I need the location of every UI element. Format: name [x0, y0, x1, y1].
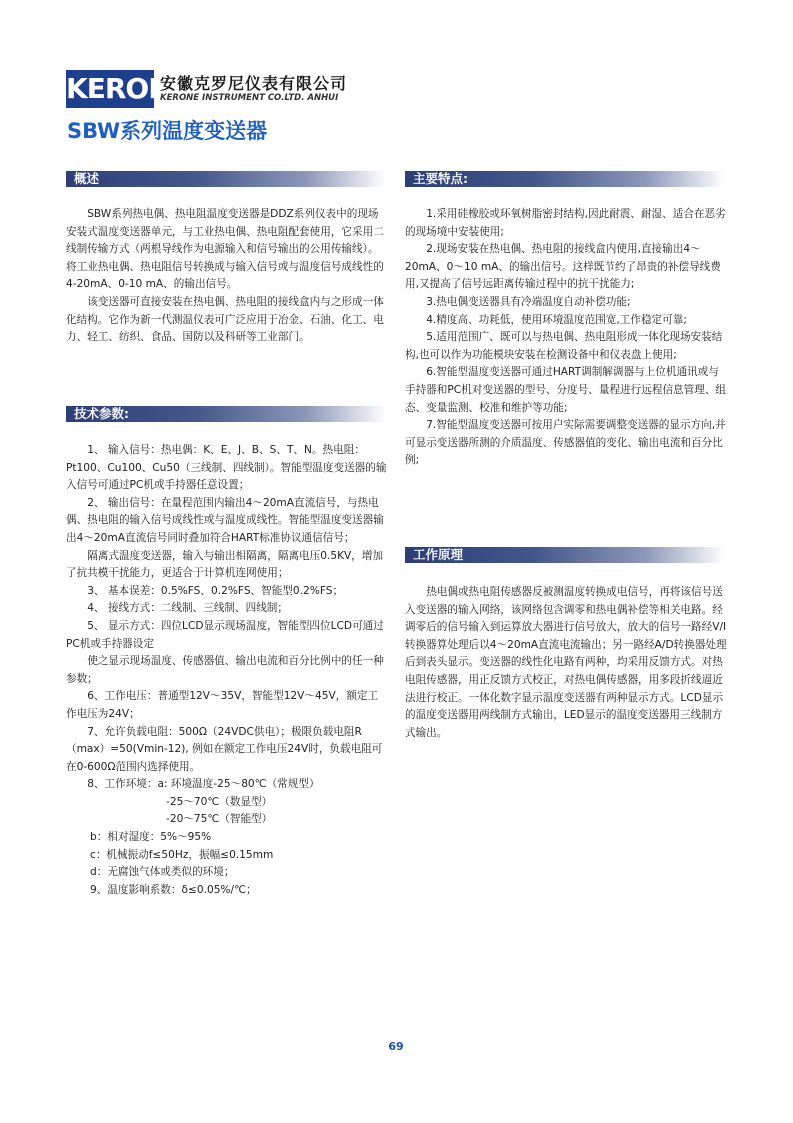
principle-heading: 工作原理 [405, 547, 725, 563]
tech-line: d：无腐蚀气体或类似的环境； [90, 866, 235, 879]
tech-line: 1、 输入信号：热电偶：K、E、J、B、S、T、N。热电阻： Pt100、Cu100、Cu50（三线制、四线制）。智能型温度变送器的输入信号可通过PC机或手持器任意设置； [66, 444, 387, 492]
feature-item: 6.智能型温度变送器可通过HART调制解调器与上位机通讯或与手持器和PC机对变送器的型号、分度号、量程进行远程信息管理、组态、变量监测、校准和维护等功能; [405, 366, 727, 414]
tech-line: 使之显示现场温度、传感器值、输出电流和百分比例中的任一种参数； [66, 655, 384, 685]
tech-line: 2、 输出信号：在量程范围内输出4～20mA直流信号，与热电偶、热电阻的输入信号成线性或与温度成线性。智能型温度变送器输出4～20mA直流信号同时叠加符合HART标准协议通信信号； [66, 496, 384, 544]
feature-item: 2.现场安装在热电偶、热电阻的接线盒内使用,直接输出4～20mA、0～10 mA、的输出信号。这样既节约了昂贵的补偿导线费用,又提高了信号远距离传输过程中的抗干扰能力; [405, 243, 721, 291]
tech-line: 6、工作电压：普通型12V～35V，智能型12V～45V，额定工作电压为24V； [66, 690, 379, 720]
tech-line: 8、工作环境：a: 环境温度-25～80℃（常规型） [87, 778, 320, 791]
overview-paragraph: 该变送器可直接安装在热电偶、热电阻的接线盒内与之形成一体化结构。它作为新一代测温仪表可广泛应用于冶金、石油、化工、电力、轻工、纺织、食品、国防以及科研等工业部门。 [66, 295, 384, 344]
tech-line: -20～75℃（智能型） [166, 813, 273, 826]
feature-item: 3.热电偶变送器具有冷端温度自动补偿功能; [426, 295, 631, 308]
feature-item: 5.适用范围广、既可以与热电偶、热电阻形成一体化现场安装结构,也可以作为功能模块安装在检测设备中和仪表盘上使用; [405, 331, 723, 361]
tech-line: 3、 基本误差：0.5%FS、0.2%FS、智能型0.2%FS； [87, 584, 344, 597]
company-logo: KERONE [66, 70, 154, 108]
page-title: SBW系列温度变送器 [67, 119, 268, 143]
page-number: 69 [388, 1040, 404, 1053]
feature-item: 4.精度高、功耗低，使用环境温度范围宽,工作稳定可靠; [426, 313, 687, 326]
overview-paragraph: SBW系列热电偶、热电阻温度变送器是DDZ系列仪表中的现场安装式温度变送器单元，与工业热电偶、热电阻配套使用，它采用二线制传输方式（两根导线作为电源输入和信号输出的公用传输线）。将工业热电偶、热电阻信号转换成与输入信号或与温度信号成线性的4-20mA、0-10 mA、的输出信号。 [66, 208, 384, 291]
tech-section [66, 442, 388, 899]
tech-line: 5、 显示方式：四位LCD显示现场温度，智能型四位LCD可通过PC机或手持器设定 [66, 619, 384, 650]
features-section [405, 206, 727, 470]
features-heading: 主要特点: [405, 171, 725, 187]
tech-line: 4、 接线方式：二线制、三线制、四线制； [87, 602, 288, 615]
feature-item: 7.智能型温度变送器可按用户实际需要调整变送器的显示方向,并可显示变送器所测的介质温度、传感器值的变化、输出电流和百分比例; [405, 419, 726, 467]
company-name-cn: 安徽克罗尼仪表有限公司 [160, 74, 348, 93]
overview-section [66, 206, 388, 347]
tech-line: 7、允许负载电阻：500Ω（24VDC供电）；极限负载电阻R（max）=50(Vmin-12), 例如在额定工作电压24V时，负载电阻可在0-600Ω范围内选择使用。 [66, 725, 383, 773]
tech-line: 9、温度影响系数：δ≤0.05%/℃； [90, 883, 257, 896]
tech-heading: 技术参数: [66, 406, 386, 422]
tech-line: c：机械振动f≤50Hz，振幅≤0.15mm [90, 848, 274, 861]
tech-line: 隔离式温度变送器，输入与输出相隔离，隔离电压0.5KV，增加了抗共模干扰能力，更适合于计算机连网使用； [66, 549, 384, 580]
overview-heading: 概述 [66, 171, 386, 187]
company-name-en: KERONE INSTRUMENT CO.LTD. ANHUI [160, 93, 339, 103]
tech-line: b：相对湿度：5%～95% [90, 831, 212, 844]
feature-item: 1.采用硅橡胶或环氧树脂密封结构,因此耐震、耐湿、适合在恶劣的现场境中安装使用; [405, 208, 726, 238]
principle-section [405, 584, 727, 742]
principle-paragraph: 热电偶或热电阻传感器反被测温度转换成电信号，再将该信号送入变送器的输入网络，该网络包含调零和热电偶补偿等相关电路。经调零后的信号输入到运算放大器进行信号放大，放大的信号一路经V/I转换器算处理后以4～20mA直流电流输出；另一路经A/D转换器处理后到表头显示。变送器的线性化电路有两种，均采用反馈方式。对热电阻传感器，用正反馈方式校正，对热电偶传感器，用多段折线逼近法进行校正。一体化数字显示温度变送器有两种显示方式。LCD显示的温度变送器用两线制方式输出，LED显示的温度变送器用三线制方式输出。 [405, 586, 727, 739]
tech-line: -25～70℃（数显型） [166, 795, 273, 808]
